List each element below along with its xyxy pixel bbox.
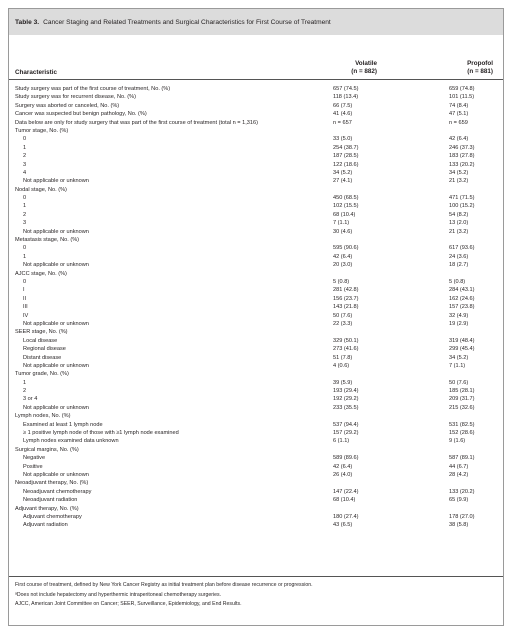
volatile-value: 68 (10.4) xyxy=(333,211,356,218)
row-label: Nodal stage, No. (%) xyxy=(15,186,67,193)
propofol-value: 209 (31.7) xyxy=(449,396,475,403)
volatile-value: 147 (22.4) xyxy=(333,488,359,495)
volatile-value: 50 (7.6) xyxy=(333,312,353,319)
row-label: Distant disease xyxy=(23,354,62,361)
propofol-value: 531 (82.5) xyxy=(449,421,475,428)
row-label: Local disease xyxy=(23,337,58,344)
table-row xyxy=(9,261,503,269)
row-label: Positive xyxy=(23,463,43,470)
row-label: 3 or 4 xyxy=(23,396,38,403)
table-row xyxy=(9,437,503,445)
volatile-value: 187 (28.5) xyxy=(333,153,359,160)
table-row xyxy=(9,85,503,93)
volatile-value: 102 (15.5) xyxy=(333,203,359,210)
propofol-value: 9 (1.6) xyxy=(449,438,466,445)
table-row xyxy=(9,446,503,454)
row-label: 1 xyxy=(23,253,27,260)
volatile-value: 180 (27.4) xyxy=(333,513,359,520)
row-label: Neoadjuvant radiation xyxy=(23,497,78,504)
table-row xyxy=(9,505,503,513)
propofol-group-name: Propofol xyxy=(467,60,493,67)
propofol-value: 50 (7.6) xyxy=(449,379,469,386)
table-title: Cancer Staging and Related Treatments and Surgical Characteristics for First Course of Treatment xyxy=(43,18,331,26)
row-label: 3 xyxy=(23,220,27,227)
footnote: ᵃDoes not include hepatectomy and hyperthermic intraperitoneal chemotherapy surgeries. xyxy=(15,591,222,598)
table-row xyxy=(9,303,503,311)
row-label: Not applicable or unknown xyxy=(23,178,89,185)
table-row xyxy=(9,463,503,471)
volatile-value: 7 (1.1) xyxy=(333,220,350,227)
propofol-value: 21 (3.2) xyxy=(449,228,469,235)
volatile-value: 657 (74.5) xyxy=(333,86,359,92)
row-label: 2 xyxy=(23,153,27,160)
row-label: Not applicable or unknown xyxy=(23,404,89,411)
row-label: Surgery was aborted or canceled, No. (%) xyxy=(15,102,120,109)
row-label: Regional disease xyxy=(23,346,66,353)
propofol-value: 19 (2.9) xyxy=(449,320,469,327)
propofol-value: 152 (28.6) xyxy=(449,430,475,437)
row-label: Not applicable or unknown xyxy=(23,320,89,327)
volatile-value: 20 (3.0) xyxy=(333,262,353,269)
row-label: Adjuvant therapy, No. (%) xyxy=(15,505,79,512)
table-row xyxy=(9,228,503,236)
column-header-propofol xyxy=(467,60,493,76)
propofol-value: 42 (6.4) xyxy=(449,136,469,143)
table-row xyxy=(9,219,503,227)
volatile-value: 329 (50.1) xyxy=(333,337,359,344)
row-label: Surgical margins, No. (%) xyxy=(15,446,79,453)
propofol-value: 74 (8.4) xyxy=(449,102,469,109)
column-header-volatile xyxy=(351,60,377,76)
propofol-value: 38 (5.8) xyxy=(449,522,469,529)
table-row xyxy=(9,202,503,210)
table-row xyxy=(9,404,503,412)
propofol-value: 101 (11.5) xyxy=(449,94,475,101)
propofol-value: 54 (8.2) xyxy=(449,211,469,218)
column-header-characteristic: Characteristic xyxy=(15,69,57,76)
table-title-bar xyxy=(9,9,503,35)
row-label: AJCC stage, No. (%) xyxy=(15,270,67,277)
table-row xyxy=(9,412,503,420)
propofol-value: 162 (24.6) xyxy=(449,295,475,302)
row-label: IV xyxy=(23,312,29,319)
row-label: Data below are only for study surgery that was part of the first course of treatment (total n = 1,316) xyxy=(15,119,258,126)
volatile-value: 595 (90.6) xyxy=(333,245,359,252)
volatile-value: 143 (21.8) xyxy=(333,304,359,311)
volatile-value: 5 (0.8) xyxy=(333,278,350,285)
propofol-value: 34 (5.2) xyxy=(449,169,469,176)
propofol-value: 183 (27.8) xyxy=(449,153,475,160)
table-row xyxy=(9,521,503,529)
propofol-value: 5 (0.8) xyxy=(449,278,466,285)
table-row xyxy=(9,421,503,429)
table-row xyxy=(9,244,503,252)
propofol-value: 178 (27.0) xyxy=(449,513,475,520)
volatile-value: 42 (6.4) xyxy=(333,253,353,260)
row-label: Cancer was suspected but benign pathology, No. (%) xyxy=(15,111,147,118)
row-label: 4 xyxy=(23,169,27,176)
volatile-value: n = 657 xyxy=(333,119,352,126)
table-row xyxy=(9,454,503,462)
propofol-value: 44 (6.7) xyxy=(449,463,469,470)
volatile-value: 39 (5.9) xyxy=(333,379,353,386)
row-label: 1 xyxy=(23,144,27,151)
row-label: 1 xyxy=(23,203,27,210)
propofol-value: 18 (2.7) xyxy=(449,262,469,269)
table-row xyxy=(9,211,503,219)
volatile-value: 33 (5.0) xyxy=(333,136,353,143)
propofol-value: 246 (37.3) xyxy=(449,144,475,151)
volatile-value: 6 (1.1) xyxy=(333,438,350,445)
table-row xyxy=(9,177,503,185)
table-number: Table 3. xyxy=(15,18,40,26)
volatile-group-size: (n = 882) xyxy=(351,68,377,75)
table-row xyxy=(9,127,503,135)
volatile-value: 589 (89.6) xyxy=(333,455,359,462)
table-row xyxy=(9,161,503,169)
table-row xyxy=(9,144,503,152)
propofol-value: 587 (89.1) xyxy=(449,455,475,462)
table-row xyxy=(9,320,503,328)
footnotes xyxy=(15,581,313,610)
row-label: Tumor grade, No. (%) xyxy=(15,371,69,378)
table-row xyxy=(9,496,503,504)
row-label: 0 xyxy=(23,136,27,143)
table-row xyxy=(9,513,503,521)
row-label: Examined at least 1 lymph node xyxy=(23,421,103,428)
propofol-value: 32 (4.9) xyxy=(449,312,469,319)
propofol-value: 284 (43.1) xyxy=(449,287,475,294)
propofol-value: 21 (3.2) xyxy=(449,178,469,185)
propofol-value: 133 (20.2) xyxy=(449,488,475,495)
propofol-value: 299 (45.4) xyxy=(449,346,475,353)
row-label: Study surgery was for recurrent disease, No. (%) xyxy=(15,94,136,101)
table-row xyxy=(9,395,503,403)
table-row xyxy=(9,312,503,320)
row-label: Not applicable or unknown xyxy=(23,362,89,369)
table-row xyxy=(9,169,503,177)
table-row xyxy=(9,429,503,437)
volatile-value: 118 (13.4) xyxy=(333,94,359,101)
footnote: AJCC, American Joint Committee on Cancer; SEER, Surveillance, Epidemiology, and End Results. xyxy=(15,601,242,608)
row-label: 1 xyxy=(23,379,27,386)
volatile-value: 43 (6.5) xyxy=(333,522,353,529)
volatile-value: 193 (29.4) xyxy=(333,388,359,395)
table-row xyxy=(9,387,503,395)
propofol-value: n = 659 xyxy=(449,119,468,126)
propofol-value: 185 (28.1) xyxy=(449,388,475,395)
table-row xyxy=(9,135,503,143)
row-label: 0 xyxy=(23,278,27,285)
row-label: I xyxy=(23,287,25,294)
row-label: 2 xyxy=(23,211,27,218)
table-row xyxy=(9,328,503,336)
volatile-value: 192 (29.2) xyxy=(333,396,359,403)
volatile-group-name: Volatile xyxy=(355,60,377,67)
volatile-value: 122 (18.6) xyxy=(333,161,359,168)
table-row xyxy=(9,471,503,479)
volatile-value: 30 (4.6) xyxy=(333,228,353,235)
table-row xyxy=(9,286,503,294)
row-label: Not applicable or unknown xyxy=(23,471,89,478)
propofol-value: 157 (23.8) xyxy=(449,304,475,311)
row-label: Tumor stage, No. (%) xyxy=(15,127,69,134)
volatile-value: 26 (4.0) xyxy=(333,471,353,478)
row-label: SEER stage, No. (%) xyxy=(15,329,68,336)
row-label: 3 xyxy=(23,161,27,168)
table-row xyxy=(9,236,503,244)
propofol-value: 100 (15.2) xyxy=(449,203,475,210)
table-row xyxy=(9,354,503,362)
table-row xyxy=(9,102,503,110)
table-row xyxy=(9,295,503,303)
row-label: Neoadjuvant therapy, No. (%) xyxy=(15,480,89,487)
propofol-group-size: (n = 881) xyxy=(467,68,493,75)
volatile-value: 273 (41.6) xyxy=(333,346,359,353)
column-header xyxy=(9,35,503,80)
volatile-value: 233 (35.5) xyxy=(333,404,359,411)
propofol-value: 471 (71.5) xyxy=(449,195,475,202)
volatile-value: 537 (94.4) xyxy=(333,421,359,428)
row-label: Lymph nodes, No. (%) xyxy=(15,413,71,420)
row-label: 0 xyxy=(23,195,27,202)
propofol-value: 65 (9.9) xyxy=(449,497,469,504)
propofol-value: 34 (5.2) xyxy=(449,354,469,361)
volatile-value: 41 (4.6) xyxy=(333,111,353,118)
row-label: III xyxy=(23,304,28,311)
table-row xyxy=(9,93,503,101)
table-row xyxy=(9,488,503,496)
volatile-value: 68 (10.4) xyxy=(333,497,356,504)
row-label: ≥ 1 positive lymph node of those with ≥1 lymph node examined xyxy=(23,430,179,437)
row-label: Study surgery was part of the first course of treatment, No. (%) xyxy=(15,86,171,92)
row-label: 2 xyxy=(23,388,27,395)
propofol-value: 7 (1.1) xyxy=(449,362,466,369)
row-label: Not applicable or unknown xyxy=(23,228,89,235)
table-row xyxy=(9,270,503,278)
propofol-value: 28 (4.2) xyxy=(449,471,469,478)
volatile-value: 22 (3.3) xyxy=(333,320,353,327)
propofol-value: 617 (93.6) xyxy=(449,245,475,252)
propofol-value: 215 (32.6) xyxy=(449,404,475,411)
row-label: 0 xyxy=(23,245,27,252)
footer-divider xyxy=(9,576,503,577)
table-row xyxy=(9,479,503,487)
volatile-value: 157 (29.2) xyxy=(333,430,359,437)
footnote: First course of treatment, defined by New York Cancer Registry as initial treatment plan before disease recurrence or progression. xyxy=(15,582,313,588)
volatile-value: 42 (6.4) xyxy=(333,463,353,470)
volatile-value: 51 (7.8) xyxy=(333,354,353,361)
propofol-value: 659 (74.8) xyxy=(449,86,475,92)
table-row xyxy=(9,194,503,202)
row-label: Adjuvant chemotherapy xyxy=(23,513,82,520)
table-row xyxy=(9,337,503,345)
table-row xyxy=(9,186,503,194)
table-row xyxy=(9,119,503,127)
row-label: Metastasis stage, No. (%) xyxy=(15,237,80,244)
table-row xyxy=(9,110,503,118)
volatile-value: 34 (5.2) xyxy=(333,169,353,176)
table-row xyxy=(9,379,503,387)
propofol-value: 24 (3.6) xyxy=(449,253,469,260)
table-row xyxy=(9,362,503,370)
row-label: Lymph nodes examined data unknown xyxy=(23,438,119,445)
table-row xyxy=(9,278,503,286)
row-label: Negative xyxy=(23,455,46,462)
table-body xyxy=(9,80,503,530)
table-row xyxy=(9,345,503,353)
row-label: Adjuvant radiation xyxy=(23,522,68,529)
volatile-value: 281 (42.8) xyxy=(333,287,359,294)
propofol-value: 319 (48.4) xyxy=(449,337,475,344)
table-row xyxy=(9,253,503,261)
volatile-value: 4 (0.6) xyxy=(333,362,350,369)
volatile-value: 66 (7.5) xyxy=(333,102,353,109)
row-label: Neoadjuvant chemotherapy xyxy=(23,488,92,495)
volatile-value: 254 (38.7) xyxy=(333,144,359,151)
row-label: II xyxy=(23,295,27,302)
volatile-value: 450 (68.5) xyxy=(333,195,359,202)
propofol-value: 47 (5.1) xyxy=(449,111,469,118)
propofol-value: 133 (20.2) xyxy=(449,161,475,168)
propofol-value: 13 (2.0) xyxy=(449,220,469,227)
table-panel xyxy=(8,8,504,626)
volatile-value: 156 (23.7) xyxy=(333,295,359,302)
table-row xyxy=(9,370,503,378)
table-row xyxy=(9,152,503,160)
volatile-value: 27 (4.1) xyxy=(333,178,353,185)
row-label: Not applicable or unknown xyxy=(23,262,89,269)
